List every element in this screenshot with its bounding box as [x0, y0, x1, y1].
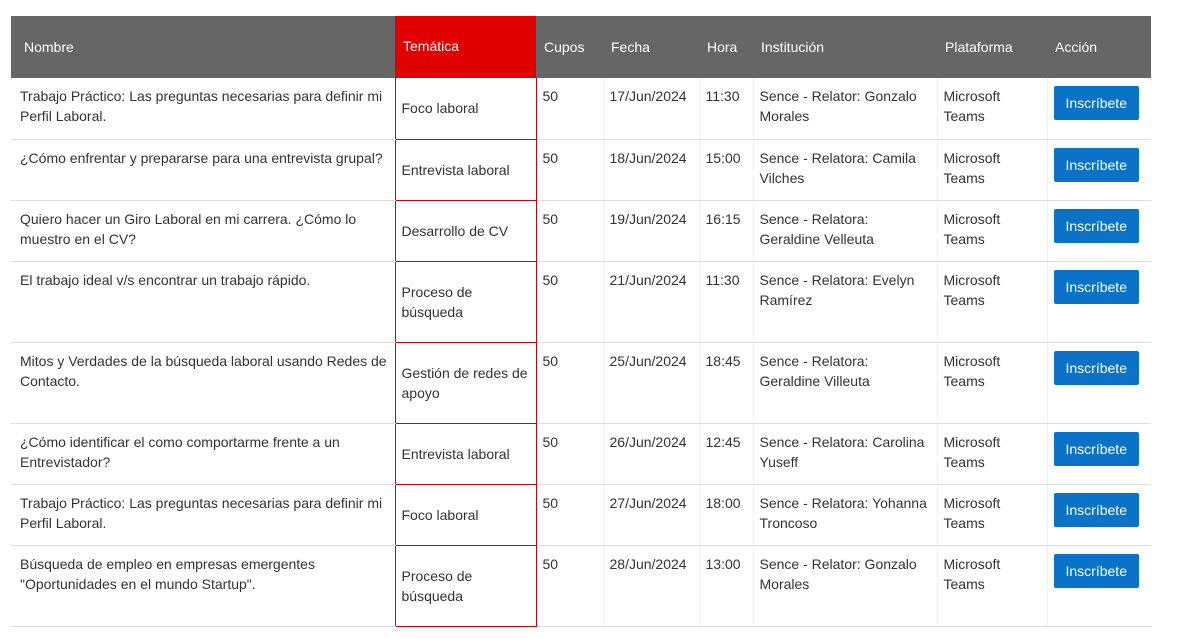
cell-tematica: Entrevista laboral [395, 423, 536, 484]
inscribete-button[interactable]: Inscríbete [1054, 86, 1139, 120]
cell-tematica: Desarrollo de CV [395, 200, 536, 261]
cell-plataforma: Microsoft Teams [937, 484, 1047, 545]
inscribete-button[interactable]: Inscríbete [1054, 148, 1139, 182]
cell-nombre: ¿Cómo identificar el como comportarme frente a un Entrevistador? [11, 423, 395, 484]
cell-accion [1047, 261, 1151, 342]
cell-plataforma: Microsoft Teams [937, 261, 1047, 342]
cell-institucion: Sence - Relator: Gonzalo Morales [753, 78, 937, 139]
cell-accion [1047, 139, 1151, 200]
table-row [11, 200, 1151, 261]
cell-fecha: 18/Jun/2024 [603, 139, 699, 200]
cell-tematica: Entrevista laboral [395, 139, 536, 200]
cell-cupos: 50 [536, 423, 603, 484]
cell-institucion: Sence - Relator: Gonzalo Morales [753, 545, 937, 626]
cell-nombre: Trabajo Práctico: Las preguntas necesarias para definir mi Perfil Laboral. [11, 78, 395, 139]
table-row [11, 139, 1151, 200]
cell-accion [1047, 342, 1151, 423]
cell-nombre: Mitos y Verdades de la búsqueda laboral usando Redes de Contacto. [11, 342, 395, 423]
cell-accion [1047, 78, 1151, 139]
inscribete-button[interactable]: Inscríbete [1054, 554, 1139, 588]
inscribete-button[interactable]: Inscríbete [1054, 351, 1139, 385]
header-tematica: Temática [395, 16, 536, 78]
cell-hora: 15:00 [699, 139, 753, 200]
cell-institucion: Sence - Relatora: Geraldine Velleuta [753, 200, 937, 261]
cell-fecha: 28/Jun/2024 [603, 545, 699, 626]
cell-tematica: Proceso de búsqueda [395, 545, 536, 626]
cell-fecha: 25/Jun/2024 [603, 342, 699, 423]
cell-accion [1047, 423, 1151, 484]
table-row [11, 423, 1151, 484]
cell-hora: 18:00 [699, 484, 753, 545]
cell-hora: 11:30 [699, 78, 753, 139]
cell-hora: 18:45 [699, 342, 753, 423]
cell-tematica: Gestión de redes de apoyo [395, 342, 536, 423]
cell-cupos: 50 [536, 545, 603, 626]
workshops-table-container [11, 16, 1151, 627]
table-row [11, 484, 1151, 545]
cell-nombre: ¿Cómo enfrentar y prepararse para una entrevista grupal? [11, 139, 395, 200]
cell-hora: 12:45 [699, 423, 753, 484]
inscribete-button[interactable]: Inscríbete [1054, 493, 1139, 527]
table-row [11, 78, 1151, 139]
cell-fecha: 17/Jun/2024 [603, 78, 699, 139]
cell-cupos: 50 [536, 200, 603, 261]
cell-hora: 16:15 [699, 200, 753, 261]
cell-fecha: 19/Jun/2024 [603, 200, 699, 261]
cell-fecha: 21/Jun/2024 [603, 261, 699, 342]
cell-cupos: 50 [536, 261, 603, 342]
cell-tematica: Foco laboral [395, 484, 536, 545]
cell-cupos: 50 [536, 342, 603, 423]
table-row [11, 342, 1151, 423]
cell-plataforma: Microsoft Teams [937, 139, 1047, 200]
header-institucion: Institución [753, 16, 937, 78]
cell-cupos: 50 [536, 484, 603, 545]
header-hora: Hora [699, 16, 753, 78]
cell-hora: 13:00 [699, 545, 753, 626]
cell-plataforma: Microsoft Teams [937, 200, 1047, 261]
inscribete-button[interactable]: Inscríbete [1054, 432, 1139, 466]
header-cupos: Cupos [536, 16, 603, 78]
cell-nombre: Búsqueda de empleo en empresas emergentes "Oportunidades en el mundo Startup". [11, 545, 395, 626]
cell-nombre: El trabajo ideal v/s encontrar un trabajo rápido. [11, 261, 395, 342]
cell-institucion: Sence - Relatora: Yohanna Troncoso [753, 484, 937, 545]
cell-tematica: Foco laboral [395, 78, 536, 139]
cell-hora: 11:30 [699, 261, 753, 342]
header-accion: Acción [1047, 16, 1151, 78]
cell-accion [1047, 545, 1151, 626]
cell-plataforma: Microsoft Teams [937, 78, 1047, 139]
header-nombre: Nombre [11, 16, 395, 78]
cell-cupos: 50 [536, 78, 603, 139]
inscribete-button[interactable]: Inscríbete [1054, 209, 1139, 243]
cell-institucion: Sence - Relatora: Evelyn Ramírez [753, 261, 937, 342]
header-plataforma: Plataforma [937, 16, 1047, 78]
cell-fecha: 27/Jun/2024 [603, 484, 699, 545]
cell-institucion: Sence - Relatora: Camila Vilches [753, 139, 937, 200]
cell-accion [1047, 484, 1151, 545]
cell-plataforma: Microsoft Teams [937, 545, 1047, 626]
cell-tematica: Proceso de búsqueda [395, 261, 536, 342]
table-row [11, 545, 1151, 626]
cell-accion [1047, 200, 1151, 261]
cell-cupos: 50 [536, 139, 603, 200]
table-header-row [11, 16, 1151, 78]
inscribete-button[interactable]: Inscríbete [1054, 270, 1139, 304]
cell-institucion: Sence - Relatora: Carolina Yuseff [753, 423, 937, 484]
workshops-table [11, 16, 1151, 627]
cell-plataforma: Microsoft Teams [937, 423, 1047, 484]
table-row [11, 261, 1151, 342]
header-fecha: Fecha [603, 16, 699, 78]
cell-plataforma: Microsoft Teams [937, 342, 1047, 423]
cell-nombre: Quiero hacer un Giro Laboral en mi carrera. ¿Cómo lo muestro en el CV? [11, 200, 395, 261]
cell-fecha: 26/Jun/2024 [603, 423, 699, 484]
cell-institucion: Sence - Relatora: Geraldine Villeuta [753, 342, 937, 423]
cell-nombre: Trabajo Práctico: Las preguntas necesarias para definir mi Perfil Laboral. [11, 484, 395, 545]
